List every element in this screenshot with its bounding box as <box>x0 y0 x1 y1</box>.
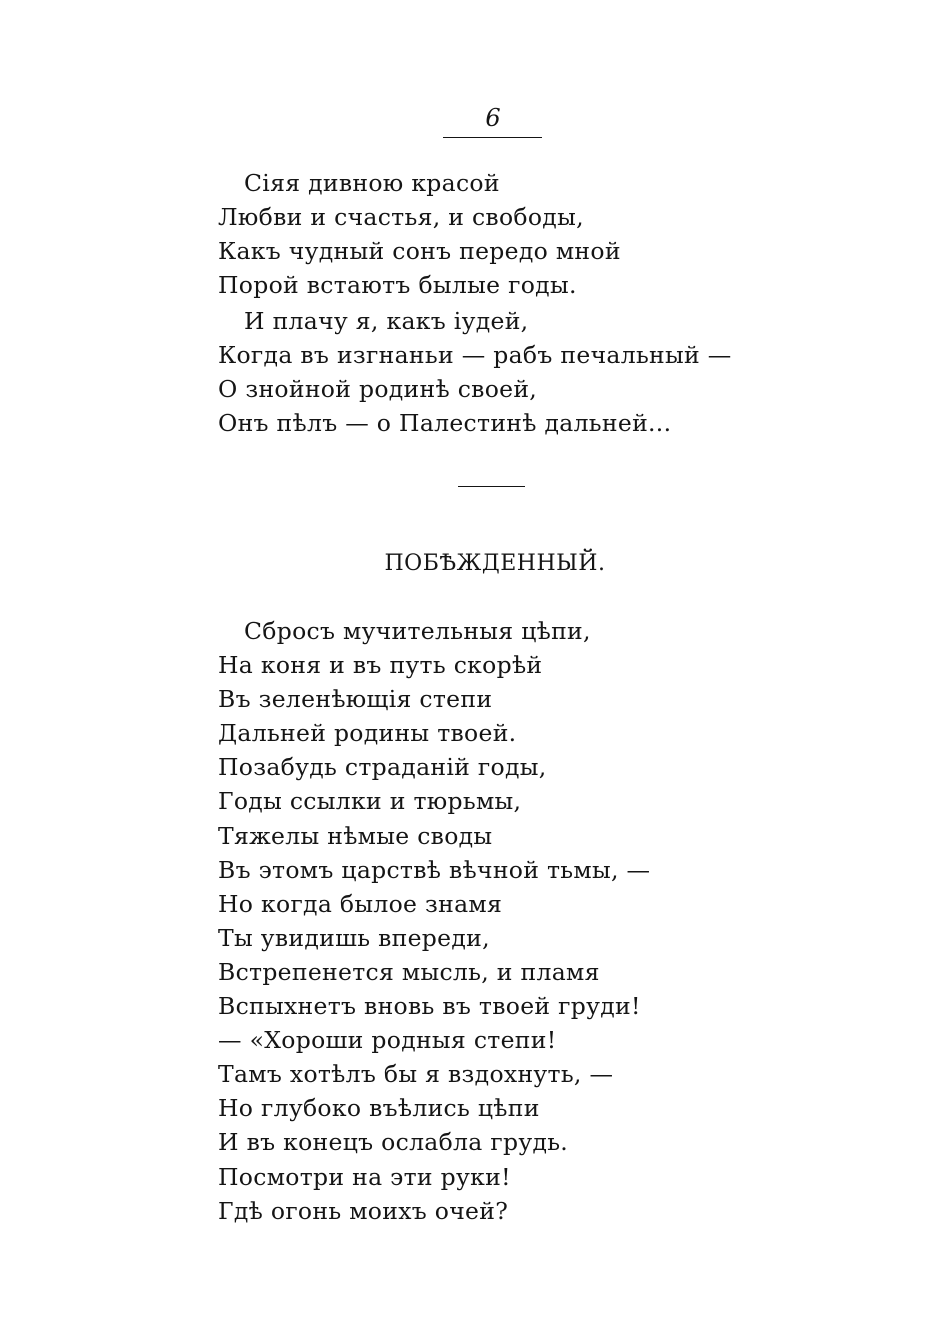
poem1-stanza-2 <box>218 304 732 440</box>
poem-line: Посмотри на эти руки! <box>218 1162 511 1191</box>
page-number-rule <box>443 137 542 138</box>
poem-line: Позабудь страданiй годы, <box>218 753 547 782</box>
poem2-body <box>218 614 650 1228</box>
poem-line: Вспыхнетъ вновь въ твоей груди! <box>218 992 641 1021</box>
poem-line: Но когда былое знамя <box>218 889 503 918</box>
section-divider <box>458 486 525 487</box>
poem-line: Какъ чудный сонъ передо мной <box>218 237 621 266</box>
poem-line: О знойной родинѣ своей, <box>218 375 538 404</box>
poem-line: Встрепенется мысль, и пламя <box>218 957 600 986</box>
poem-line: Когда въ изгнаньи — рабъ печальный — <box>218 341 732 370</box>
poem-line: Порой встаютъ былые годы. <box>218 271 577 300</box>
poem-line: И въ конецъ ослабла грудь. <box>218 1128 569 1157</box>
poem-line: На коня и въ путь скорѣй <box>218 651 543 680</box>
poem-line: — «Хороши родныя степи! <box>218 1026 557 1055</box>
poem-line: Любви и счастья, и свободы, <box>218 203 584 232</box>
poem1-stanza-1 <box>218 166 621 302</box>
poem-line: Гдѣ огонь моихъ очей? <box>218 1196 509 1225</box>
poem-line: И плачу я, какъ iудей, <box>244 307 529 335</box>
poem-line: Въ зеленѣющiя степи <box>218 685 493 714</box>
poem-line: Но глубоко въѣлись цѣпи <box>218 1094 540 1123</box>
poem-line: Сiяя дивною красой <box>244 169 500 197</box>
poem-line: Тяжелы нѣмые своды <box>218 821 493 850</box>
poem-line: Въ этомъ царствѣ вѣчной тьмы, — <box>218 855 651 884</box>
poem2-title: ПОБѢЖДЕННЫЙ. <box>384 551 606 576</box>
poem-line: Дальней родины твоей. <box>218 719 517 748</box>
poem-line: Годы ссылки и тюрьмы, <box>218 787 522 816</box>
poem-line: Ты увидишь впереди, <box>218 923 490 952</box>
page-number: 6 <box>485 104 501 132</box>
poem-line: Онъ пѣлъ — о Палестинѣ дальней... <box>218 409 672 438</box>
poem-line: Тамъ хотѣлъ бы я вздохнуть, — <box>218 1060 614 1089</box>
poem-line: Сбросъ мучительныя цѣпи, <box>244 617 591 645</box>
